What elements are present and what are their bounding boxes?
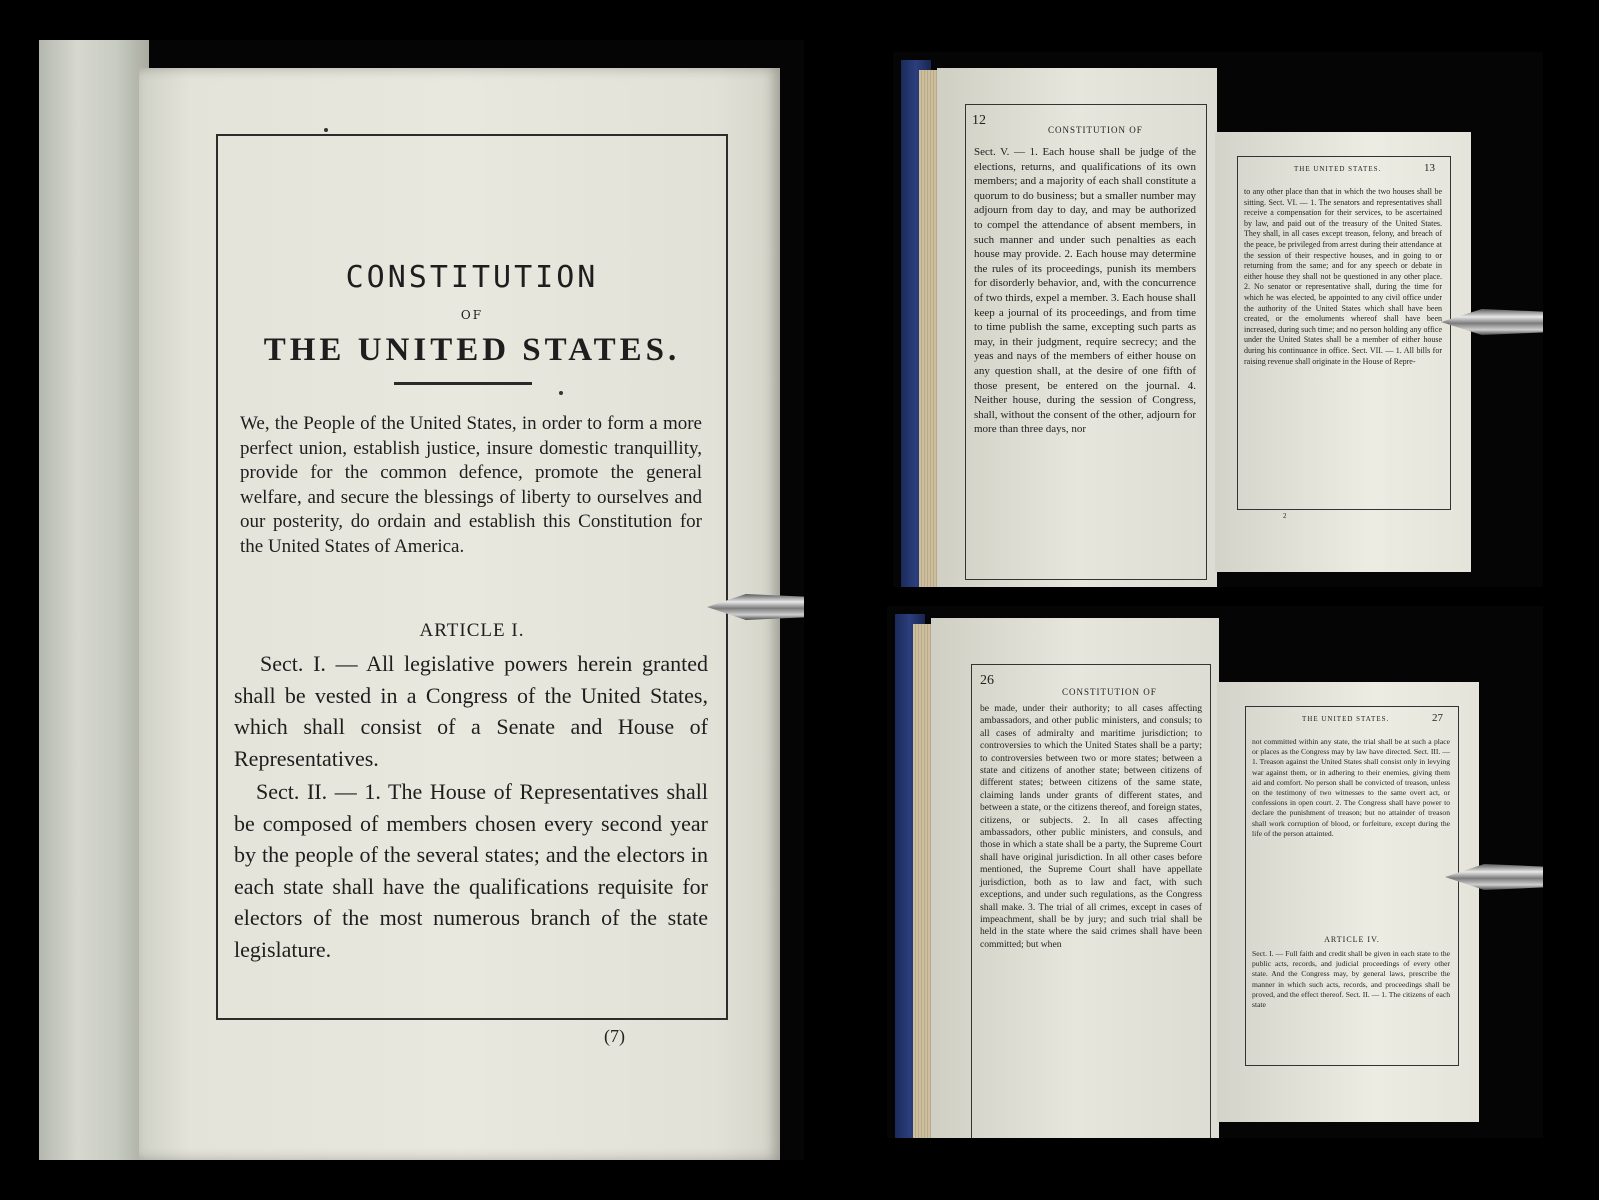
page-number-12: 12 bbox=[972, 113, 986, 128]
title-of: OF bbox=[460, 308, 484, 322]
running-header-right: THE UNITED STATES. bbox=[1294, 165, 1382, 173]
main-photo bbox=[39, 40, 804, 1160]
title-rule bbox=[394, 382, 532, 385]
running-header-right: THE UNITED STATES. bbox=[1302, 715, 1390, 723]
title-united-states: THE UNITED STATES. bbox=[263, 332, 681, 368]
page-border bbox=[216, 134, 728, 1020]
title-page bbox=[139, 68, 780, 1160]
section-1-text: Sect. I. — All legislative powers herein granted shall be vested in a Congress of the United States, which shall consist of a Senate and House of Representatives. bbox=[234, 651, 708, 771]
title-constitution: CONSTITUTION bbox=[345, 260, 599, 295]
left-page bbox=[937, 68, 1217, 587]
ink-speck bbox=[324, 128, 328, 132]
spread-photo-top bbox=[893, 52, 1543, 587]
right-page bbox=[1215, 132, 1471, 572]
left-page-text: Sect. V. — 1. Each house shall be judge of the elections, returns, and qualifications of its own members; and a majority of each shall constitute a quorum to do business; but a smaller number may adjourn from day to day, and may be authorized to compel the attendance of absent members, in such manner and under such penalties as each house may provide. 2. Each house may determine the rules of its proceedings, punish its members for disorderly behavior, and, with the concurrence of two thirds, expel a member. 3. Each house shall keep a journal of its proceedings, and from time to time publish the same, excepting such parts as may, in their judgment, require secrecy; and the yeas and nays of the members of either house on any question shall, at the desire of one fifth of those present, be entered on the journal. 4. Neither house, during the session of Congress, shall, without the consent of the other, adjourn for more than three days, nor bbox=[974, 146, 1196, 436]
left-page-border bbox=[971, 664, 1211, 1138]
right-page-border bbox=[1245, 706, 1459, 1066]
signature-mark: 2 bbox=[1283, 512, 1287, 520]
right-page-text: to any other place than that in which the two houses shall be sitting. Sect. VI. — 1. The senators and representatives shall receive a compensation for their services, to be ascertained by law, and paid out of the treasury of the United States. They shall, in all cases except treason, felony, and breach of the peace, be privileged from arrest during their attendance at the session of their respective houses, and in going to or returning from the same; and for any speech or debate in either house they shall not be questioned in any other place. 2. No senator or representative shall, during the time for which he was elected, be appointed to any civil office under the authority of the United States which shall have been created, or the emoluments whereof shall have been increased, during such time; and no person holding any office under the United States shall be a member of either house during his continuance in office. Sect. VII. — 1. All bills for raising revenue shall originate in the House of Repre- bbox=[1244, 187, 1442, 366]
page-number-13: 13 bbox=[1424, 162, 1435, 174]
running-header-left: CONSTITUTION OF bbox=[1062, 687, 1157, 697]
page-number-27: 27 bbox=[1432, 712, 1443, 724]
page-number-26: 26 bbox=[980, 673, 994, 688]
left-page bbox=[931, 618, 1219, 1138]
left-page-border bbox=[965, 104, 1207, 580]
right-page-text-2: Sect. I. — Full faith and credit shall be given in each state to the public acts, records, and judicial proceedings of every other state. And the Congress may, by general laws, prescribe the manner in which such acts, records, and proceedings shall be proved, and the effect thereof. Sect. II. — 1. The citizens of each state bbox=[1252, 949, 1450, 1010]
left-page-text: be made, under their authority; to all cases affecting ambassadors, and other public ministers, and consuls; to all cases of admiralty and maritime jurisdiction; to controversies to which the United States shall be a party; to controversies between two or more states; between a state and citizens of another state; between citizens of different states; between citizens of the same state, claiming lands under grants of different states, and between a state, or the citizens thereof, and foreign states, citizens, or subjects. 2. In all cases affecting ambassadors, other public ministers, and consuls, and those in which a state shall be a party, the Supreme Court shall have original jurisdiction. In all other cases before mentioned, the Supreme Court shall have appellate jurisdiction, both as to law and fact, with such exceptions, and under such regulations, as the Congress shall make. 3. The trial of all crimes, except in cases of impeachment, shall be by jury; and such trial shall be held in the state where the said crimes shall have been committed; but when bbox=[980, 703, 1202, 950]
ink-speck bbox=[559, 391, 563, 395]
right-page-border bbox=[1237, 156, 1451, 510]
page-folio: (7) bbox=[604, 1026, 625, 1046]
spread-photo-bottom bbox=[887, 606, 1543, 1138]
preamble-text: We, the People of the United States, in order to form a more perfect union, establish justice, insure domestic tranquillity, provide for the common defence, promote the general welfare, and secure the blessings of liberty to ourselves and our posterity, do ordain and establish this Constitution for the United States of America. bbox=[240, 413, 702, 557]
section-2-text: Sect. II. — 1. The House of Representatives shall be composed of members chosen every second year by the people of the several states; and the electors in each state shall have the qualifications requisite for electors of the most numerous branch of the state legislature. bbox=[234, 779, 708, 962]
article-iv-heading: ARTICLE IV. bbox=[1324, 935, 1380, 944]
right-page-text: not committed within any state, the trial shall be at such a place or places as the Congress may by law have directed. Sect. III. — 1. Treason against the United States shall consist only in levying war against them, or in adhering to their enemies, giving them aid and comfort. No person shall be convicted of treason, unless on the testimony of two witnesses to the same overt act, or confessions in open court. 2. The Congress shall have power to declare the punishment of treason; but no attainder of treason shall work corruption of blood, or forfeiture, except during the life of the person attainted. bbox=[1252, 737, 1450, 838]
right-page bbox=[1217, 682, 1479, 1122]
article-heading: ARTICLE I. bbox=[419, 620, 525, 641]
running-header-left: CONSTITUTION OF bbox=[1048, 125, 1143, 135]
book-spine bbox=[39, 40, 149, 1160]
